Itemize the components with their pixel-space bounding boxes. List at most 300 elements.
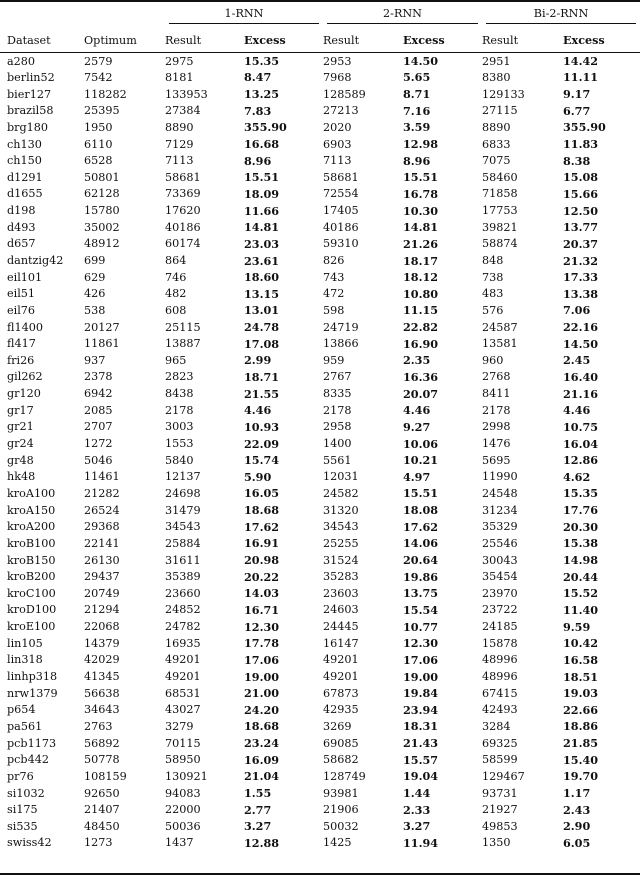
optimum-cell: 20127 <box>84 320 120 334</box>
result-2rnn-cell: 13866 <box>323 337 359 351</box>
excess-bi2rnn-cell: 13.77 <box>563 220 599 235</box>
dataset-cell: ch150 <box>7 154 42 168</box>
table-row <box>0 835 640 852</box>
excess-2rnn-cell: 18.17 <box>403 253 439 268</box>
table-row <box>0 119 640 136</box>
table-body <box>0 53 640 852</box>
group-header-row <box>0 1 640 28</box>
result-1rnn-cell: 73369 <box>165 187 201 201</box>
excess-bi2rnn-cell: 20.44 <box>563 569 599 584</box>
result-1rnn-cell: 24698 <box>165 486 201 500</box>
dataset-cell: d657 <box>7 237 36 251</box>
excess-bi2rnn-cell: 19.70 <box>563 769 599 784</box>
result-1rnn-cell: 7129 <box>165 137 194 151</box>
result-2rnn-cell: 50032 <box>323 819 359 833</box>
excess-bi2rnn-cell: 10.42 <box>563 636 599 651</box>
dataset-cell: fl1400 <box>7 320 43 334</box>
excess-bi2rnn-cell: 2.45 <box>563 353 591 368</box>
excess-2rnn-cell: 18.31 <box>403 719 439 734</box>
optimum-cell: 56892 <box>84 736 120 750</box>
result-2rnn-cell: 17405 <box>323 204 359 218</box>
excess-bi2rnn-cell: 6.05 <box>563 835 591 850</box>
result-2rnn-cell: 24603 <box>323 603 359 617</box>
empty-header-cell <box>84 1 165 28</box>
result-1rnn-cell: 94083 <box>165 786 201 800</box>
excess-1rnn-cell: 355.90 <box>244 120 287 135</box>
optimum-cell: 699 <box>84 254 106 267</box>
excess-1rnn-cell: 14.03 <box>244 586 280 601</box>
excess-bi2rnn-cell: 15.66 <box>563 186 599 201</box>
result-1rnn-cell: 130921 <box>165 769 208 783</box>
excess-2rnn-cell: 18.12 <box>403 270 439 285</box>
result-bi2rnn-cell: 23722 <box>482 603 518 617</box>
table-row <box>0 285 640 302</box>
result-1rnn-cell: 43027 <box>165 703 201 717</box>
excess-bi2rnn-cell: 14.50 <box>563 336 599 351</box>
result-2rnn-cell: 826 <box>323 254 345 267</box>
optimum-cell: 48450 <box>84 819 120 833</box>
dataset-cell: kroC100 <box>7 586 56 600</box>
result-bi2rnn-cell: 8890 <box>482 120 511 134</box>
dataset-cell: eil76 <box>7 303 36 317</box>
dataset-cell: si535 <box>7 819 38 833</box>
result-2rnn-cell: 49201 <box>323 653 359 667</box>
result-bi2rnn-cell: 738 <box>482 270 504 284</box>
excess-2rnn-cell: 19.04 <box>403 769 439 784</box>
excess-1rnn-cell: 15.51 <box>244 170 280 185</box>
result-1rnn-cell: 864 <box>165 254 187 267</box>
excess-1rnn-cell: 8.96 <box>244 153 272 168</box>
excess-2rnn-cell: 16.78 <box>403 186 439 201</box>
dataset-cell: gil262 <box>7 370 43 384</box>
result-1rnn-cell: 25884 <box>165 536 201 550</box>
group-header-2rnn: 2-RNN <box>323 1 482 28</box>
excess-2rnn-cell: 3.27 <box>403 819 431 834</box>
optimum-cell: 1272 <box>84 437 113 451</box>
optimum-cell: 22068 <box>84 620 120 634</box>
result-2rnn-cell: 49201 <box>323 670 359 684</box>
excess-2rnn-cell: 13.75 <box>403 586 439 601</box>
excess-1rnn-cell: 16.09 <box>244 752 280 767</box>
excess-1rnn-cell: 23.03 <box>244 236 280 251</box>
excess-1rnn-cell: 21.55 <box>244 386 280 401</box>
optimum-cell: 2579 <box>84 54 113 68</box>
optimum-cell: 56638 <box>84 686 120 700</box>
header-result: Result <box>165 28 244 53</box>
bottom-rule <box>0 873 640 875</box>
result-2rnn-cell: 5561 <box>323 453 352 467</box>
result-1rnn-cell: 1553 <box>165 437 194 451</box>
excess-2rnn-cell: 20.07 <box>403 386 439 401</box>
table-row <box>0 602 640 619</box>
table-row <box>0 618 640 635</box>
excess-bi2rnn-cell: 15.38 <box>563 536 599 551</box>
excess-1rnn-cell: 21.00 <box>244 686 280 701</box>
result-1rnn-cell: 58950 <box>165 753 201 767</box>
result-1rnn-cell: 5840 <box>165 453 194 467</box>
optimum-cell: 6942 <box>84 387 113 401</box>
result-bi2rnn-cell: 42493 <box>482 703 518 717</box>
optimum-cell: 108159 <box>84 769 127 783</box>
dataset-cell: kroE100 <box>7 620 56 634</box>
excess-2rnn-cell: 19.86 <box>403 569 439 584</box>
result-2rnn-cell: 2953 <box>323 54 352 68</box>
excess-bi2rnn-cell: 21.85 <box>563 736 599 751</box>
excess-2rnn-cell: 5.65 <box>403 70 431 85</box>
result-1rnn-cell: 746 <box>165 270 187 284</box>
table-row <box>0 535 640 552</box>
result-1rnn-cell: 58681 <box>165 170 201 184</box>
excess-1rnn-cell: 16.68 <box>244 137 280 152</box>
excess-1rnn-cell: 18.60 <box>244 270 280 285</box>
excess-bi2rnn-cell: 6.77 <box>563 103 591 118</box>
excess-bi2rnn-cell: 12.86 <box>563 453 599 468</box>
excess-2rnn-cell: 8.96 <box>403 153 431 168</box>
excess-2rnn-cell: 14.81 <box>403 220 439 235</box>
excess-2rnn-cell: 10.80 <box>403 286 439 301</box>
excess-bi2rnn-cell: 16.58 <box>563 652 599 667</box>
excess-bi2rnn-cell: 22.66 <box>563 702 599 717</box>
table-row <box>0 53 640 70</box>
result-bi2rnn-cell: 71858 <box>482 187 518 201</box>
table-row <box>0 169 640 186</box>
excess-bi2rnn-cell: 16.40 <box>563 369 599 384</box>
dataset-cell: pa561 <box>7 719 43 733</box>
excess-1rnn-cell: 16.91 <box>244 536 280 551</box>
result-bi2rnn-cell: 2998 <box>482 420 511 434</box>
result-2rnn-cell: 959 <box>323 353 345 367</box>
excess-1rnn-cell: 22.09 <box>244 436 280 451</box>
excess-bi2rnn-cell: 15.40 <box>563 752 599 767</box>
result-2rnn-cell: 2178 <box>323 403 352 417</box>
optimum-cell: 62128 <box>84 187 120 201</box>
dataset-cell: linhp318 <box>7 670 58 684</box>
result-bi2rnn-cell: 11990 <box>482 470 518 484</box>
result-1rnn-cell: 60174 <box>165 237 201 251</box>
excess-bi2rnn-cell: 11.40 <box>563 602 599 617</box>
excess-bi2rnn-cell: 4.46 <box>563 403 591 418</box>
table-header <box>0 1 640 53</box>
optimum-cell: 538 <box>84 303 106 317</box>
optimum-cell: 2085 <box>84 403 113 417</box>
excess-bi2rnn-cell: 14.98 <box>563 553 599 568</box>
result-bi2rnn-cell: 2178 <box>482 403 511 417</box>
excess-2rnn-cell: 7.16 <box>403 103 431 118</box>
excess-bi2rnn-cell: 18.51 <box>563 669 599 684</box>
result-bi2rnn-cell: 35329 <box>482 520 518 534</box>
excess-1rnn-cell: 16.71 <box>244 602 280 617</box>
table-row <box>0 352 640 369</box>
result-1rnn-cell: 12137 <box>165 470 201 484</box>
excess-bi2rnn-cell: 9.59 <box>563 619 591 634</box>
optimum-cell: 20749 <box>84 586 120 600</box>
result-bi2rnn-cell: 2768 <box>482 370 511 384</box>
header-result: Result <box>482 28 563 53</box>
result-2rnn-cell: 743 <box>323 270 345 284</box>
header-result: Result <box>323 28 403 53</box>
dataset-cell: swiss42 <box>7 836 52 850</box>
table-row <box>0 302 640 319</box>
dataset-cell: d493 <box>7 220 36 234</box>
result-bi2rnn-cell: 576 <box>482 303 504 317</box>
excess-2rnn-cell: 20.64 <box>403 553 439 568</box>
result-1rnn-cell: 40186 <box>165 220 201 234</box>
result-2rnn-cell: 128589 <box>323 87 366 101</box>
result-1rnn-cell: 49201 <box>165 670 201 684</box>
excess-1rnn-cell: 10.93 <box>244 419 280 434</box>
result-bi2rnn-cell: 483 <box>482 287 504 301</box>
optimum-cell: 1950 <box>84 120 113 134</box>
result-2rnn-cell: 72554 <box>323 187 359 201</box>
result-bi2rnn-cell: 48996 <box>482 670 518 684</box>
result-bi2rnn-cell: 69325 <box>482 736 518 750</box>
optimum-cell: 629 <box>84 270 106 284</box>
group-header-1rnn: 1-RNN <box>165 1 323 28</box>
excess-bi2rnn-cell: 10.75 <box>563 419 599 434</box>
excess-2rnn-cell: 19.84 <box>403 686 439 701</box>
result-bi2rnn-cell: 24548 <box>482 486 518 500</box>
dataset-cell: si175 <box>7 803 38 817</box>
excess-2rnn-cell: 2.35 <box>403 353 431 368</box>
result-1rnn-cell: 24852 <box>165 603 201 617</box>
result-1rnn-cell: 49201 <box>165 653 201 667</box>
result-bi2rnn-cell: 7075 <box>482 154 511 168</box>
result-2rnn-cell: 27213 <box>323 104 359 118</box>
excess-bi2rnn-cell: 15.08 <box>563 170 599 185</box>
optimum-cell: 21407 <box>84 803 120 817</box>
result-1rnn-cell: 7113 <box>165 154 194 168</box>
dataset-cell: kroB150 <box>7 553 56 567</box>
table-row <box>0 801 640 818</box>
excess-2rnn-cell: 10.30 <box>403 203 439 218</box>
dataset-cell: berlin52 <box>7 70 55 84</box>
result-bi2rnn-cell: 13581 <box>482 337 518 351</box>
optimum-cell: 26524 <box>84 503 120 517</box>
empty-header-cell <box>0 1 84 28</box>
dataset-cell: kroB100 <box>7 536 56 550</box>
optimum-cell: 50778 <box>84 753 120 767</box>
optimum-cell: 1273 <box>84 836 113 850</box>
table-row <box>0 452 640 469</box>
optimum-cell: 41345 <box>84 670 120 684</box>
excess-bi2rnn-cell: 8.38 <box>563 153 591 168</box>
result-1rnn-cell: 23660 <box>165 586 201 600</box>
header-optimum: Optimum <box>84 28 165 53</box>
dataset-cell: d1291 <box>7 170 43 184</box>
result-bi2rnn-cell: 58599 <box>482 753 518 767</box>
dataset-cell: a280 <box>7 54 36 68</box>
excess-bi2rnn-cell: 4.62 <box>563 469 591 484</box>
excess-1rnn-cell: 17.08 <box>244 336 280 351</box>
result-2rnn-cell: 24582 <box>323 486 359 500</box>
result-2rnn-cell: 59310 <box>323 237 359 251</box>
excess-bi2rnn-cell: 19.03 <box>563 686 599 701</box>
excess-1rnn-cell: 13.01 <box>244 303 280 318</box>
dataset-cell: nrw1379 <box>7 686 58 700</box>
excess-2rnn-cell: 10.21 <box>403 453 439 468</box>
excess-2rnn-cell: 10.77 <box>403 619 439 634</box>
dataset-cell: eil101 <box>7 270 43 284</box>
dataset-cell: lin318 <box>7 653 43 667</box>
dataset-cell: lin105 <box>7 636 43 650</box>
excess-1rnn-cell: 18.71 <box>244 369 280 384</box>
result-1rnn-cell: 70115 <box>165 736 201 750</box>
result-2rnn-cell: 2020 <box>323 120 352 134</box>
optimum-cell: 2707 <box>84 420 113 434</box>
excess-bi2rnn-cell: 12.50 <box>563 203 599 218</box>
result-bi2rnn-cell: 23970 <box>482 586 518 600</box>
result-1rnn-cell: 31479 <box>165 503 201 517</box>
table-row <box>0 701 640 718</box>
group-header-bi2rnn: Bi-2-RNN <box>482 1 640 28</box>
header-excess: Excess <box>563 28 640 53</box>
result-2rnn-cell: 2767 <box>323 370 352 384</box>
dataset-cell: brazil58 <box>7 104 54 118</box>
result-bi2rnn-cell: 8380 <box>482 70 511 84</box>
dataset-cell: p654 <box>7 703 36 717</box>
result-1rnn-cell: 34543 <box>165 520 201 534</box>
excess-2rnn-cell: 14.50 <box>403 54 439 69</box>
excess-bi2rnn-cell: 20.30 <box>563 519 599 534</box>
result-1rnn-cell: 16935 <box>165 636 201 650</box>
excess-1rnn-cell: 12.30 <box>244 619 280 634</box>
result-1rnn-cell: 482 <box>165 287 187 301</box>
table-row <box>0 136 640 153</box>
excess-bi2rnn-cell: 11.83 <box>563 137 599 152</box>
dataset-cell: ch130 <box>7 137 42 151</box>
table-row <box>0 102 640 119</box>
excess-2rnn-cell: 4.46 <box>403 403 431 418</box>
result-bi2rnn-cell: 960 <box>482 353 504 367</box>
result-2rnn-cell: 42935 <box>323 703 359 717</box>
excess-bi2rnn-cell: 17.76 <box>563 503 599 518</box>
result-1rnn-cell: 965 <box>165 353 187 367</box>
result-1rnn-cell: 2823 <box>165 370 194 384</box>
column-header-row <box>0 28 640 53</box>
header-excess: Excess <box>244 28 323 53</box>
optimum-cell: 118282 <box>84 87 127 101</box>
dataset-cell: kroB200 <box>7 570 56 584</box>
result-bi2rnn-cell: 25546 <box>482 536 518 550</box>
optimum-cell: 29437 <box>84 570 120 584</box>
result-2rnn-cell: 58681 <box>323 170 359 184</box>
excess-2rnn-cell: 15.54 <box>403 602 439 617</box>
excess-2rnn-cell: 15.57 <box>403 752 439 767</box>
excess-2rnn-cell: 11.15 <box>403 303 439 318</box>
table-row <box>0 219 640 236</box>
result-2rnn-cell: 69085 <box>323 736 359 750</box>
result-bi2rnn-cell: 129467 <box>482 769 525 783</box>
table-row <box>0 236 640 253</box>
excess-1rnn-cell: 18.68 <box>244 719 280 734</box>
result-1rnn-cell: 3279 <box>165 719 194 733</box>
result-1rnn-cell: 24782 <box>165 620 201 634</box>
optimum-cell: 22141 <box>84 536 120 550</box>
result-1rnn-cell: 2178 <box>165 403 194 417</box>
excess-bi2rnn-cell: 15.52 <box>563 586 599 601</box>
table-row <box>0 469 640 486</box>
excess-bi2rnn-cell: 2.90 <box>563 819 591 834</box>
dataset-cell: fri26 <box>7 353 35 367</box>
excess-1rnn-cell: 20.98 <box>244 553 280 568</box>
table-row <box>0 86 640 103</box>
dataset-cell: dantzig42 <box>7 254 64 267</box>
excess-2rnn-cell: 21.43 <box>403 736 439 751</box>
table-row <box>0 718 640 735</box>
table-row <box>0 319 640 336</box>
result-bi2rnn-cell: 129133 <box>482 87 525 101</box>
dataset-cell: eil51 <box>7 287 36 301</box>
result-1rnn-cell: 31611 <box>165 553 201 567</box>
header-dataset: Dataset <box>0 28 84 53</box>
excess-1rnn-cell: 12.88 <box>244 835 280 850</box>
excess-1rnn-cell: 7.83 <box>244 103 272 118</box>
excess-2rnn-cell: 16.90 <box>403 336 439 351</box>
excess-2rnn-cell: 12.98 <box>403 137 439 152</box>
excess-1rnn-cell: 5.90 <box>244 469 272 484</box>
dataset-cell: fl417 <box>7 337 36 351</box>
table-row <box>0 269 640 286</box>
excess-1rnn-cell: 15.35 <box>244 54 280 69</box>
excess-1rnn-cell: 24.20 <box>244 702 280 717</box>
result-bi2rnn-cell: 93731 <box>482 786 518 800</box>
result-bi2rnn-cell: 5695 <box>482 453 511 467</box>
result-bi2rnn-cell: 30043 <box>482 553 518 567</box>
optimum-cell: 35002 <box>84 220 120 234</box>
result-2rnn-cell: 93981 <box>323 786 359 800</box>
excess-bi2rnn-cell: 18.86 <box>563 719 599 734</box>
table-row <box>0 369 640 386</box>
excess-2rnn-cell: 17.06 <box>403 652 439 667</box>
excess-1rnn-cell: 14.81 <box>244 220 280 235</box>
excess-2rnn-cell: 11.94 <box>403 835 439 850</box>
excess-1rnn-cell: 1.55 <box>244 786 272 800</box>
optimum-cell: 2763 <box>84 719 113 733</box>
excess-1rnn-cell: 15.74 <box>244 453 280 468</box>
excess-bi2rnn-cell: 355.90 <box>563 120 606 135</box>
table-row <box>0 402 640 419</box>
result-2rnn-cell: 16147 <box>323 636 359 650</box>
optimum-cell: 29368 <box>84 520 120 534</box>
excess-1rnn-cell: 18.68 <box>244 503 280 518</box>
result-2rnn-cell: 31524 <box>323 553 359 567</box>
result-2rnn-cell: 40186 <box>323 220 359 234</box>
excess-1rnn-cell: 18.09 <box>244 186 280 201</box>
dataset-cell: hk48 <box>7 470 36 484</box>
dataset-cell: pcb1173 <box>7 736 57 750</box>
result-bi2rnn-cell: 21927 <box>482 803 518 817</box>
result-1rnn-cell: 8438 <box>165 387 194 401</box>
optimum-cell: 5046 <box>84 453 113 467</box>
dataset-cell: kroA200 <box>7 520 56 534</box>
excess-2rnn-cell: 17.62 <box>403 519 439 534</box>
result-2rnn-cell: 24445 <box>323 620 359 634</box>
result-bi2rnn-cell: 27115 <box>482 104 518 118</box>
table-row <box>0 735 640 752</box>
table-row <box>0 768 640 785</box>
excess-2rnn-cell: 18.08 <box>403 503 439 518</box>
optimum-cell: 25395 <box>84 104 120 118</box>
excess-2rnn-cell: 3.59 <box>403 120 431 135</box>
excess-bi2rnn-cell: 17.33 <box>563 270 599 285</box>
excess-1rnn-cell: 2.77 <box>244 802 272 817</box>
excess-1rnn-cell: 23.61 <box>244 253 280 268</box>
excess-bi2rnn-cell: 2.43 <box>563 802 591 817</box>
dataset-cell: d1655 <box>7 187 43 201</box>
result-bi2rnn-cell: 24587 <box>482 320 518 334</box>
result-bi2rnn-cell: 67415 <box>482 686 518 700</box>
result-1rnn-cell: 22000 <box>165 803 201 817</box>
